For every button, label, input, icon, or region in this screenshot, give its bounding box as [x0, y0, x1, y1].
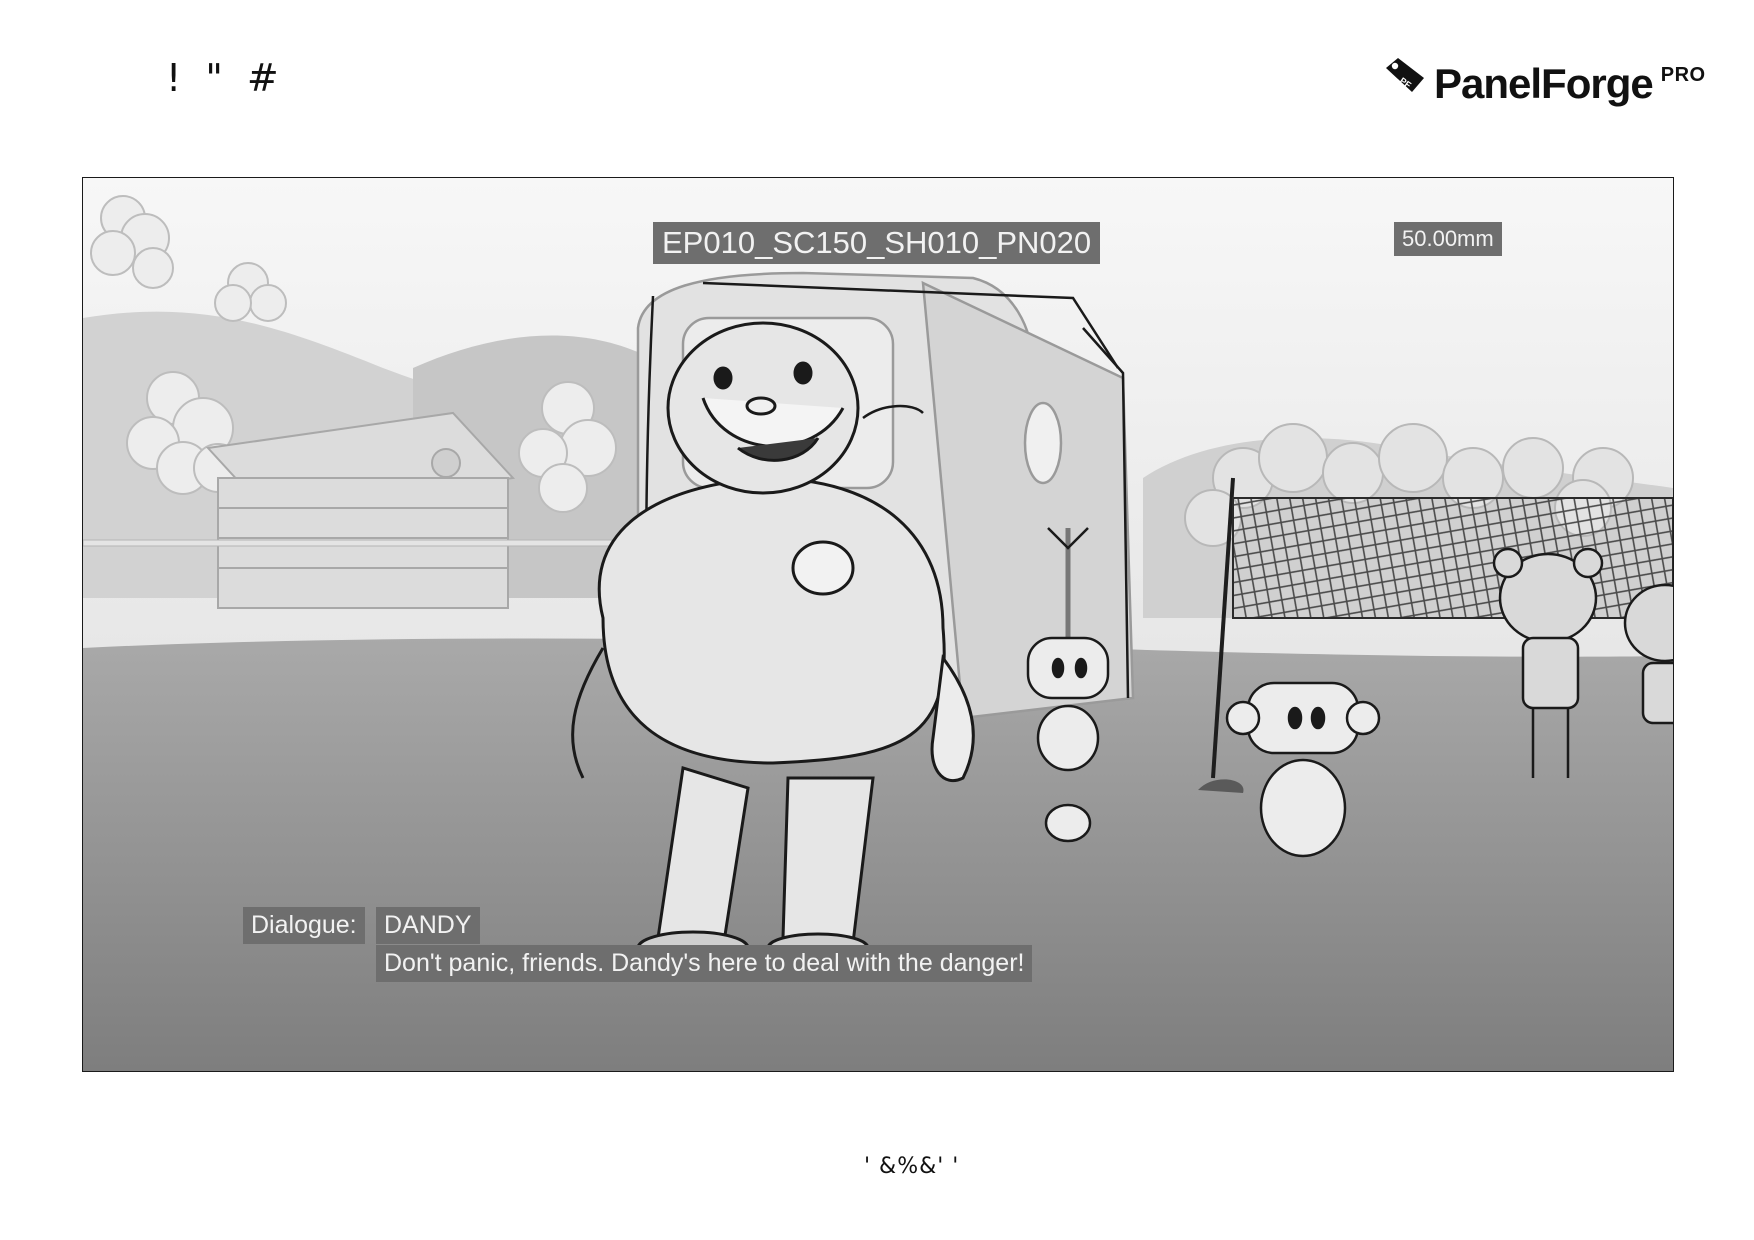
lens-label: 50.00mm [1394, 222, 1502, 256]
shot-id-label: EP010_SC150_SH010_PN020 [653, 222, 1100, 264]
page-footer-glyphs: ' &%&' ' [864, 1154, 960, 1179]
fence-rail [83, 540, 643, 546]
cabin [208, 413, 513, 608]
page-header-glyphs: ! " # [166, 56, 285, 100]
dialogue-line: Don't panic, friends. Dandy's here to deal with the danger! [376, 945, 1032, 982]
brand-badge-text: PF [1397, 75, 1414, 91]
brand-logo [1382, 56, 1706, 105]
brand-tag: PRO [1660, 64, 1706, 86]
tag-icon [1382, 56, 1426, 96]
storyboard-panel[interactable] [82, 177, 1674, 1072]
dialogue-character: DANDY [376, 907, 480, 944]
dialogue-key-label: Dialogue: [243, 907, 365, 944]
brand-name: PanelForge [1434, 60, 1653, 107]
